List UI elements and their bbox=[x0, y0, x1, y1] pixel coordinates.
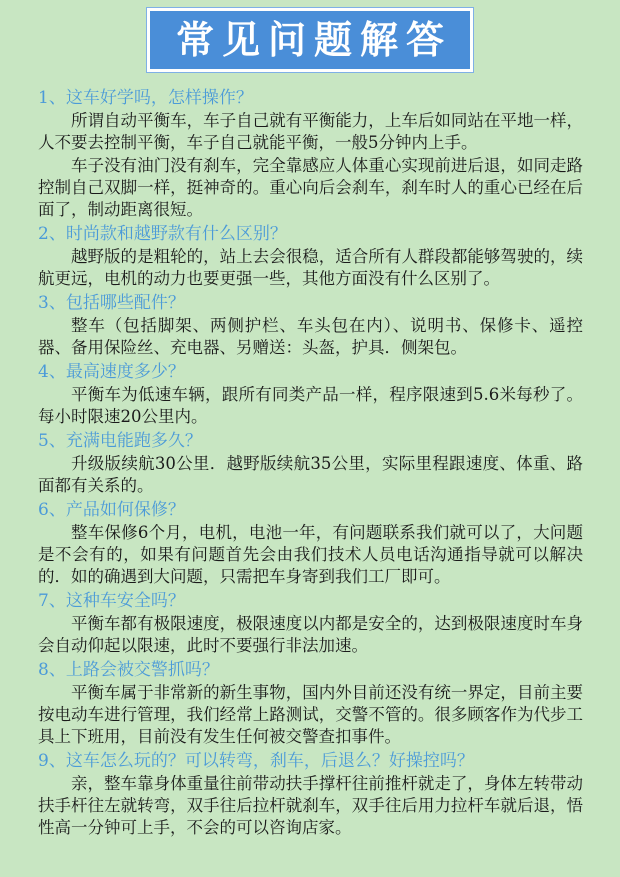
faq-item bbox=[38, 749, 583, 839]
faq-question: 4、最高速度多少？ bbox=[38, 362, 185, 382]
faq-item bbox=[38, 360, 583, 428]
faq-answer: 平衡车为低速车辆，跟所有同类产品一样，程序限速到5.6米每秒了。每小时限速20公里内。 bbox=[38, 385, 583, 426]
faq-question: 6、产品如何保修？ bbox=[38, 500, 185, 520]
faq-question: 8、上路会被交警抓吗？ bbox=[38, 660, 219, 680]
faq-answer: 越野版的是粗轮的，站上去会很稳，适合所有人群段都能够驾驶的，续航更远，电机的动力也要更强一些，其他方面没有什么区别了。 bbox=[38, 247, 583, 288]
faq-answer: 平衡车属于非常新的新生事物，国内外目前还没有统一界定，目前主要按电动车进行管理，我们经常上路测试，交警不管的。很多顾客作为代步工具上下班用，目前没有发生任何被交警查扣事件。 bbox=[38, 683, 583, 746]
faq-answer: 车子没有油门没有刹车，完全靠感应人体重心实现前进后退，如同走路控制自己双脚一样，挺神奇的。重心向后会刹车，刹车时人的重心已经在后面了，制动距离很短。 bbox=[38, 156, 583, 219]
page-title: 常见问题解答 bbox=[147, 8, 473, 72]
faq-list bbox=[38, 86, 583, 840]
faq-item bbox=[38, 498, 583, 588]
faq-item bbox=[38, 291, 583, 359]
faq-answer: 亲，整车靠身体重量往前带动扶手撑杆往前推杆就走了，身体左转带动扶手杆往左就转弯，双手往后拉杆就刹车，双手往后用力拉杆车就后退，悟性高一分钟可上手，不会的可以咨询店家。 bbox=[38, 774, 583, 837]
title-banner bbox=[0, 8, 620, 72]
faq-answer: 整车（包括脚架、两侧护栏、车头包在内）、说明书、保修卡、遥控器、备用保险丝、充电器、另赠送：头盔，护具．侧架包。 bbox=[38, 316, 583, 357]
faq-answer: 所谓自动平衡车，车子自己就有平衡能力，上车后如同站在平地一样，人不要去控制平衡，车子自己就能平衡，一般5分钟内上手。 bbox=[38, 111, 583, 152]
faq-answer: 升级版续航30公里．越野版续航35公里，实际里程跟速度、体重、路面都有关系的。 bbox=[38, 454, 583, 495]
faq-question: 3、包括哪些配件？ bbox=[38, 293, 185, 313]
faq-question: 5、充满电能跑多久？ bbox=[38, 431, 202, 451]
faq-item bbox=[38, 589, 583, 657]
faq-item bbox=[38, 658, 583, 748]
faq-item bbox=[38, 222, 583, 290]
faq-answer: 平衡车都有极限速度，极限速度以内都是安全的，达到极限速度时车身会自动仰起以限速，此时不要强行非法加速。 bbox=[38, 614, 583, 655]
faq-question: 9、这车怎么玩的？可以转弯，刹车，后退么？好操控吗？ bbox=[38, 751, 474, 771]
faq-item bbox=[38, 429, 583, 497]
faq-question: 2、时尚款和越野款有什么区别？ bbox=[38, 224, 287, 244]
faq-answer: 整车保修6个月，电机，电池一年，有问题联系我们就可以了，大问题是不会有的，如果有问题首先会由我们技术人员电话沟通指导就可以解决的．如的确遇到大问题，只需把车身寄到我们工厂即可。 bbox=[38, 523, 583, 586]
faq-item bbox=[38, 86, 583, 221]
faq-question: 1、这车好学吗，怎样操作？ bbox=[38, 88, 253, 108]
faq-question: 7、这种车安全吗？ bbox=[38, 591, 185, 611]
